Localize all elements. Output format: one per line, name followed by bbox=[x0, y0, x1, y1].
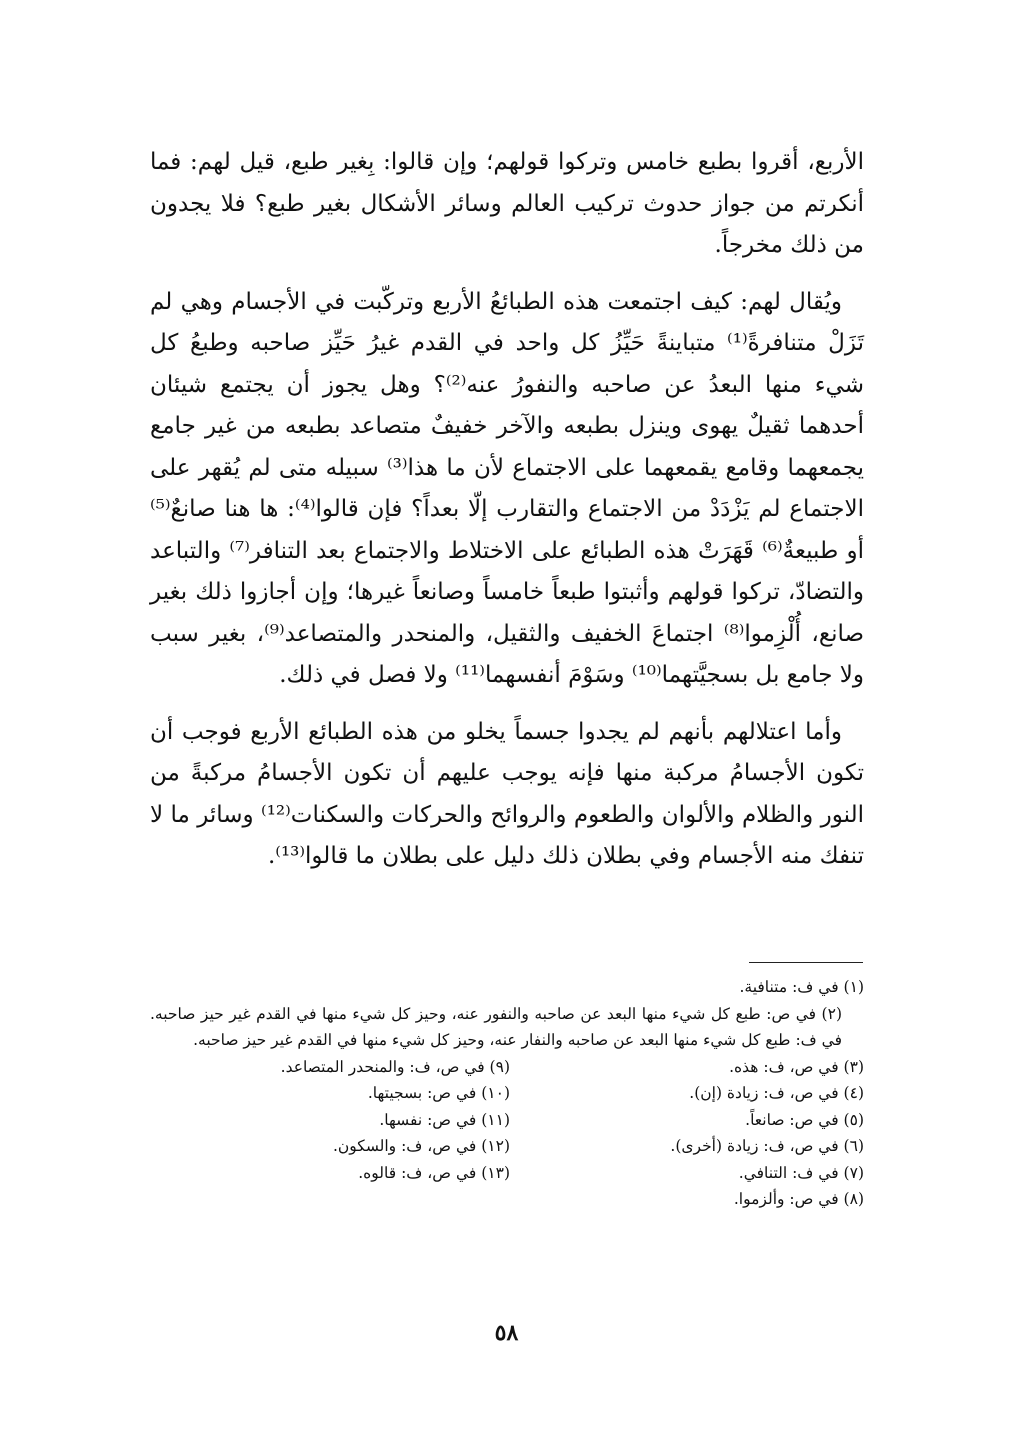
footnote-3: (٣) في ص، ف: هذه. bbox=[729, 1057, 864, 1076]
footnote-7: (٧) في ف: التنافي. bbox=[738, 1163, 864, 1182]
page-number: ٥٨ bbox=[494, 1320, 519, 1346]
footnote-2: (٢) في ص: طبع كل شيء منها البعد عن صاحبه والنفور عنه، وحيز كل شيء منها في القدم غير حيز صاحبه. في ف: طبع كل شيء منها البعد عن صاحبه والنفار عنه، وحيز كل شيء منها في القدم غير حيز صاحبه. bbox=[150, 1004, 842, 1049]
footnotes bbox=[150, 974, 864, 1213]
footnote-8: (٨) في ص: وألزموا. bbox=[733, 1190, 864, 1208]
footnote-11: (١١) في ص: نفسها. bbox=[379, 1110, 510, 1129]
footnote-10: (١٠) في ص: بسجيتها. bbox=[367, 1084, 510, 1102]
paragraph-1: الأربع، أقروا بطبع خامس وتركوا قولهم؛ وإن قالوا: بِغير طبع، قيل لهم: فما أنكرتم من جواز حدوث تركيب العالم وسائر الأشكال بغير طبع؟ فلا يجدون من ذلك مخرجاً. bbox=[150, 149, 864, 258]
footnote-4: (٤) في ص، ف: زيادة (إن). bbox=[689, 1084, 864, 1102]
footnote-column-right bbox=[534, 1054, 864, 1213]
footnote-5: (٥) في ص: صانعاً. bbox=[745, 1110, 864, 1129]
footnote-12: (١٢) في ص، ف: والسكون. bbox=[332, 1137, 510, 1155]
paragraph-2: ويُقال لهم: كيف اجتمعت هذه الطبائعُ الأربع وتركّبت في الأجسام وهي لم تَزَلْ متنافرةً⁽¹⁾ متباينةً حَيِّزُ كل واحد في القدم غيرُ حَيِّز صاحبه وطبعُ كل شيء منها البعدُ عن صاحبه والنفورُ عنه⁽²⁾؟ وهل يجوز أن يجتمع شيئان أحدهما ثقيلٌ يهوى وينزل بطبعه والآخر خفيفٌ متصاعد بطبعه من غير جامع يجمعهما وقامع يقمعهما على الاجتماع لأن ما هذا⁽³⁾ سبيله متى لم يُقهر على الاجتماع لم يَزْدَدْ من الاجتماع والتقارب إلّا بعداً؟ فإن قالوا⁽⁴⁾: ها هنا صانعٌ⁽⁵⁾ أو طبيعةٌ⁽⁶⁾ قَهَرَتْ هذه الطبائع على الاختلاط والاجتماع بعد التنافر⁽⁷⁾ والتباعد والتضادّ، تركوا قولهم وأثبتوا طبعاً خامساً وصانعاً غيرها؛ وإن أجازوا ذلك بغير صانع، أُلْزِموا⁽⁸⁾ اجتماعَ الخفيف والثقيل، والمنحدر والمتصاعد⁽⁹⁾، بغير سبب ولا جامع بل بسجيَّتهما⁽¹⁰⁾ وسَوْمَ أنفسهما⁽¹¹⁾ ولا فصل في ذلك. bbox=[150, 288, 865, 688]
footnote-9: (٩) في ص، ف: والمنحدر المتصاعد. bbox=[280, 1057, 510, 1076]
main-text bbox=[150, 142, 864, 878]
footnote-column-left bbox=[150, 1054, 510, 1213]
paragraph-3: وأما اعتلالهم بأنهم لم يجدوا جسماً يخلو من هذه الطبائع الأربع فوجب أن تكون الأجسامُ مركبة منها فإنه يوجب عليهم أن تكون الأجسامُ مركبةً من النور والظلام والألوان والطعوم والروائح والحركات والسكنات⁽¹²⁾ وسائر ما لا تنفك منه الأجسام وفي بطلان ذلك دليل على بطلان ما قالوا⁽¹³⁾. bbox=[150, 718, 864, 869]
footnote-6: (٦) في ص، ف: زيادة (أخرى). bbox=[670, 1137, 864, 1155]
footnote-divider bbox=[749, 962, 863, 963]
page-body bbox=[150, 142, 864, 893]
footnote-columns bbox=[150, 1054, 864, 1213]
footnote-13: (١٣) في ص، ف: قالوه. bbox=[358, 1163, 510, 1182]
footnote-1: (١) في ف: متنافية. bbox=[739, 978, 864, 996]
